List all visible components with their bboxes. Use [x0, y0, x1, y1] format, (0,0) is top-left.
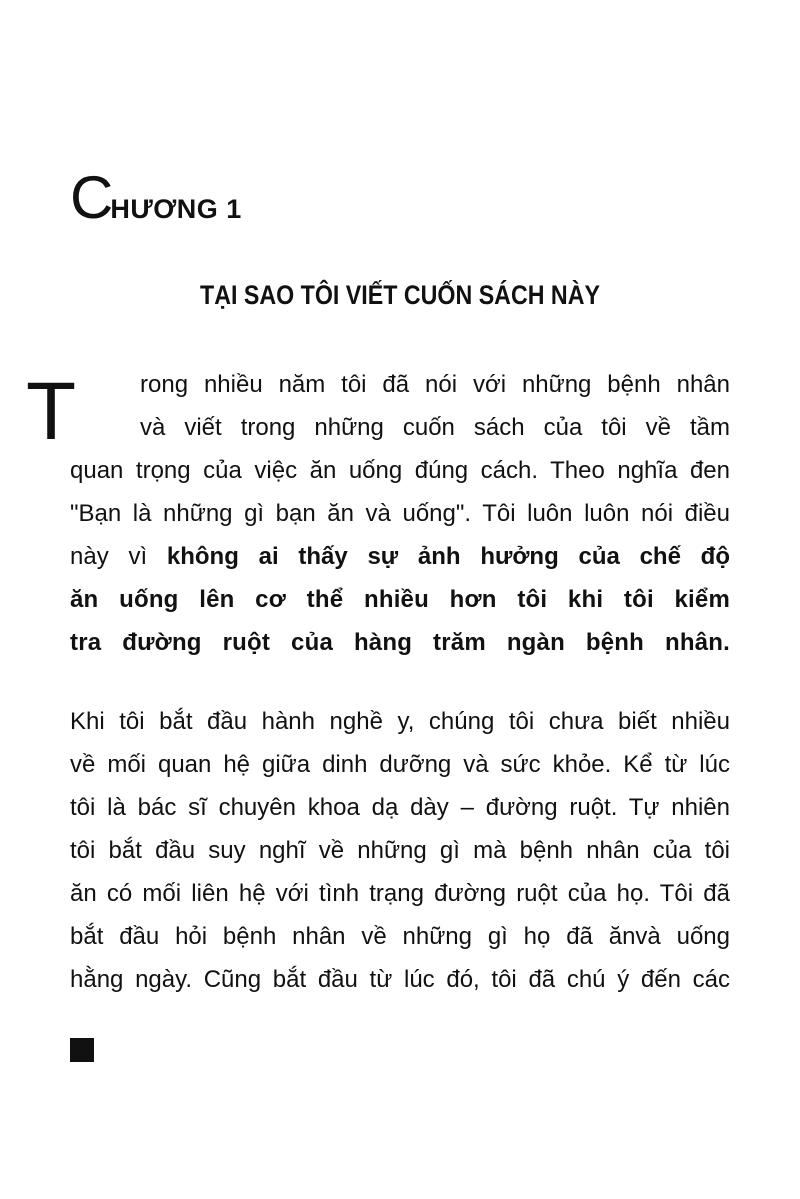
chapter-label: HƯƠNG 1	[110, 194, 242, 224]
paragraph-line: tôi là bác sĩ chuyên khoa dạ dày – đường ruột. Tự nhiên	[70, 794, 730, 821]
chapter-heading	[70, 164, 242, 231]
paragraph-1-indented	[70, 363, 730, 449]
paragraph-line-bold: tra đường ruột của hàng trăm ngàn bệnh nhân.	[70, 629, 730, 656]
chapter-title: TẠI SAO TÔI VIẾT CUỐN SÁCH NÀY	[200, 280, 600, 310]
paragraph-line: quan trọng của việc ăn uống đúng cách. Theo nghĩa đen	[70, 457, 730, 484]
line-normal-text: này vì	[70, 543, 167, 570]
paragraph-line: Khi tôi bắt đầu hành nghề y, chúng tôi chưa biết nhiều	[70, 708, 730, 735]
black-square-marker	[70, 1038, 94, 1062]
paragraph-line: về mối quan hệ giữa dinh dưỡng và sức khỏe. Kể từ lúc	[70, 751, 730, 778]
paragraph-line: và viết trong những cuốn sách của tôi về tầm	[140, 414, 730, 441]
paragraph-line: ăn có mối liên hệ với tình trạng đường ruột của họ. Tôi đã	[70, 880, 730, 907]
paragraph-line-mixed	[70, 535, 730, 578]
paragraph-1	[70, 449, 730, 664]
paragraph-line: rong nhiều năm tôi đã nói với những bệnh nhân	[140, 371, 730, 398]
paragraph-line-bold: ăn uống lên cơ thể nhiều hơn tôi khi tôi kiểm	[70, 586, 730, 613]
drop-cap: T	[26, 366, 77, 457]
line-bold-text: không ai thấy sự ảnh hưởng của chế độ	[166, 543, 731, 570]
chapter-initial: C	[70, 164, 113, 231]
paragraph-line: "Bạn là những gì bạn ăn và uống". Tôi luôn luôn nói điều	[70, 500, 730, 527]
paragraph-line: tôi bắt đầu suy nghĩ về những gì mà bệnh nhân của tôi	[70, 837, 730, 864]
paragraph-2	[70, 700, 730, 1001]
paragraph-line: bắt đầu hỏi bệnh nhân về những gì họ đã ănvà uống	[70, 923, 730, 950]
paragraph-line: hằng ngày. Cũng bắt đầu từ lúc đó, tôi đã chú ý đến các	[70, 966, 730, 993]
